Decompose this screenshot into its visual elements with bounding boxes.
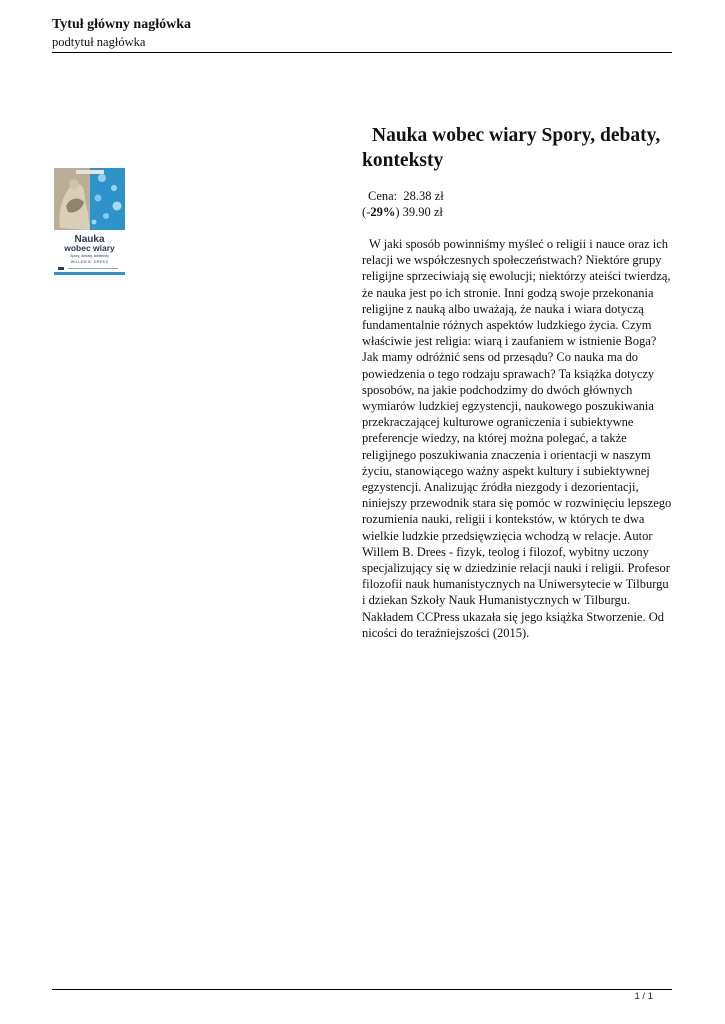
product-details — [362, 123, 674, 641]
header-title: Tytuł główny nagłówka — [52, 17, 191, 32]
price-label: Cena: — [368, 189, 398, 203]
discount-prefix: (- — [362, 204, 371, 219]
footer-divider — [52, 989, 672, 990]
discount-percent: 29% — [370, 204, 396, 219]
price-current: 28.38 zł — [403, 189, 444, 203]
discount-suffix: ) — [395, 204, 400, 219]
price-block — [362, 189, 674, 220]
header-subtitle: podtytuł nagłówka — [52, 35, 146, 49]
book-title: Nauka wobec wiary Spory, debaty, konteksty — [362, 125, 661, 171]
book-cover-image — [54, 168, 125, 275]
price-original: 39.90 zł — [402, 204, 443, 219]
page-header — [52, 16, 672, 50]
cover-author: WILLEM B. DREES — [70, 260, 109, 264]
header-divider — [52, 52, 672, 53]
page-number: 1 / 1 — [634, 991, 653, 1002]
cover-title-line1: Nauka — [74, 234, 105, 245]
book-description: W jaki sposób powinniśmy myśleć o religii i nauce oraz ich relacji we współczesnych społeczeństwach? Niektóre grupy religijne sprzeciwiają się ewolucji; niektórzy ateiści twierdzą, że nauka jest po ich stronie. Inni godzą swoje przekonania religijne z nauką albo uważają, że nauka i wiara dotyczą fundamentalnie różnych aspektów ludzkiego życia. Czym właściwie jest religia: wiarą i zaufaniem w istnienie Boga? Jak mamy odróżnić sens od przesądu? Co nauka ma do powiedzenia o tego rodzaju sprawach? Ta książka dotyczy sposobów, na jakie podchodzimy do dwóch głównych wymiarów ludzkiej egzystencji, naukowego poszukiwania przekraczającej kulturowe ograniczenia i subiektywne preferencje wiedzy, na której można polegać, a także religijnego poszukiwania znaczenia i orientacji w naszym życiu, stanowiącego ważny aspekt kultury i subiektywnej egzystencji. Analizując źródła niezgody i dezorientacji, niniejszy przewodnik stara się pomóc w rozwinięciu lepszego rozumienia nauki, religii i kontekstów, w których te dwa wielkie ludzkie przedsięwzięcia wchodzą w relacje. Autor Willem B. Drees - fizyk, teolog i filozof, wybitny uczony specjalizujący się w dziedzinie relacji nauki i religii. Profesor filozofii nauk humanistycznych na Uniwersytecie w Tilburgu i dziekan Szkoły Nauk Humanistycznych w Tilburgu. Nakładem CCPress ukazała się jego książka Stworzenie. Od nicości do teraźniejszości (2015). — [362, 237, 672, 640]
cover-subtitle: Spory, debaty, konteksty — [70, 254, 109, 258]
cover-title-line2: wobec wiary — [64, 243, 115, 253]
